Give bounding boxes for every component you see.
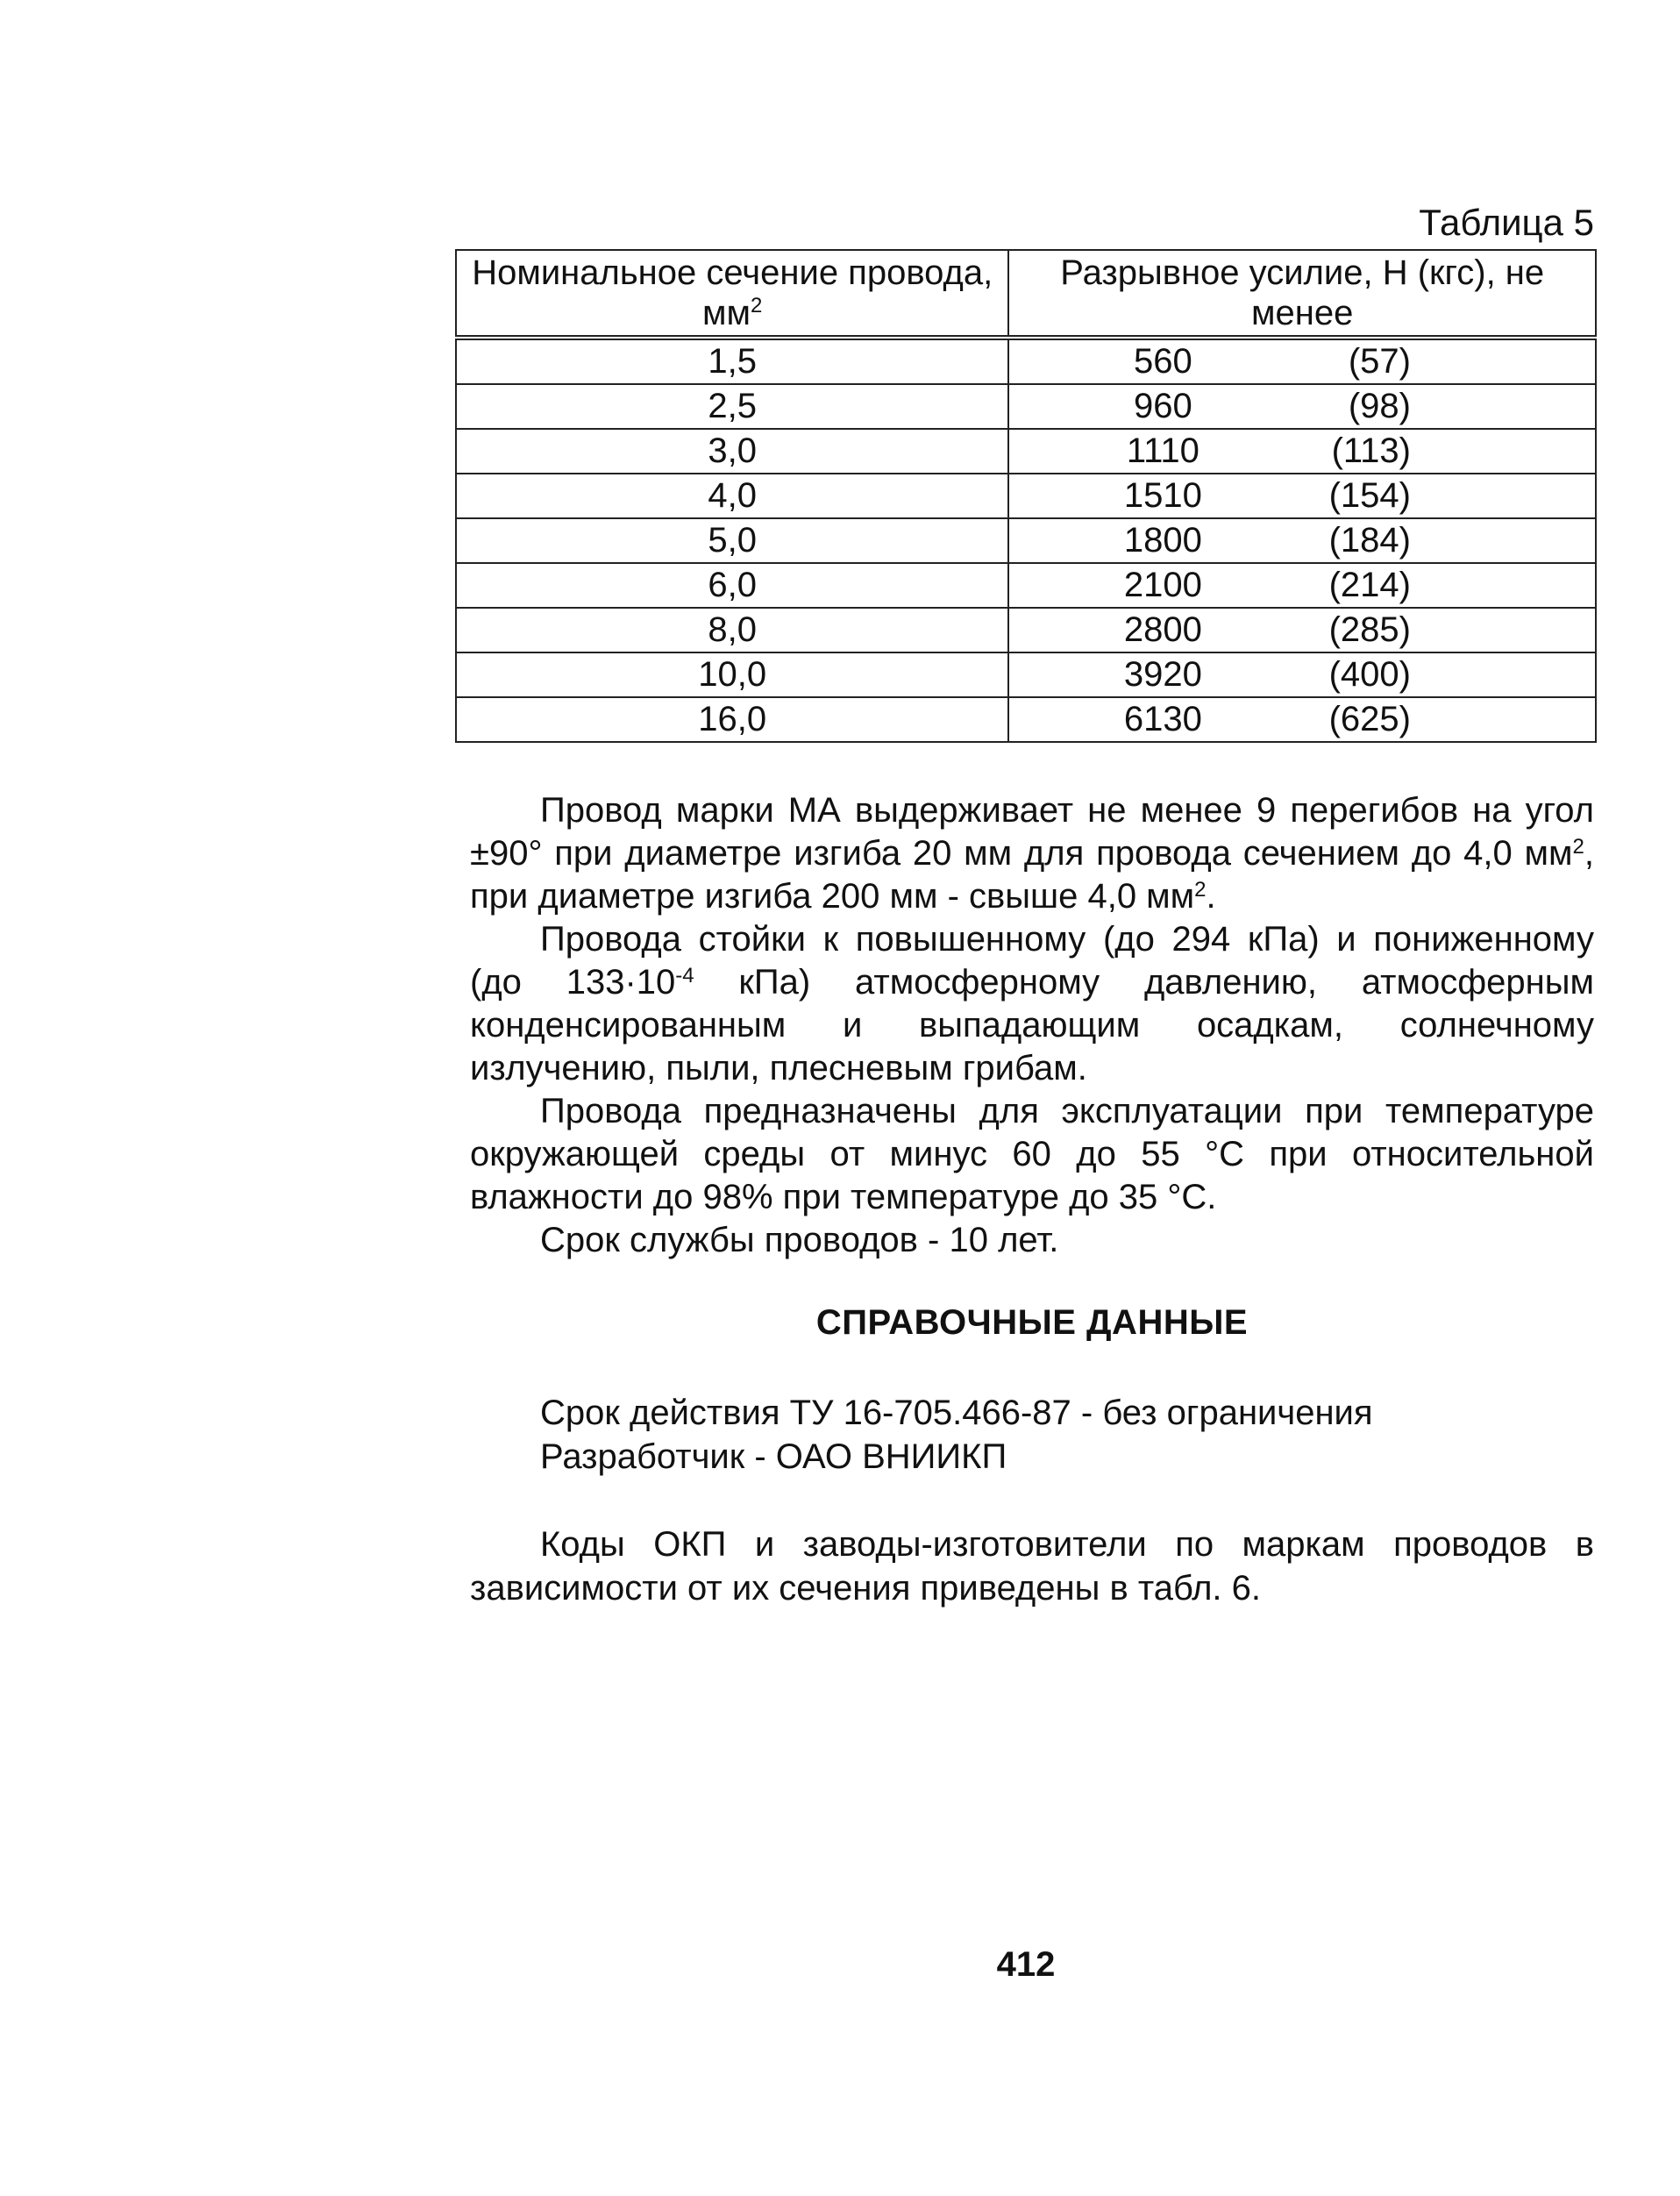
force-kgf: (113)	[1331, 431, 1411, 470]
description-text	[470, 789, 1594, 1262]
force-kgf: (98)	[1348, 387, 1411, 425]
cell-breaking-force	[1008, 518, 1596, 563]
force-newton: 960	[1134, 387, 1192, 425]
cell-breaking-force	[1008, 338, 1596, 384]
page-number: 412	[996, 1945, 1056, 1984]
paragraph-operating-conditions: Провода предназначены для эксплуатации при температуре окружающей среды от минус 60 до 55 °С при относительной влажности до 98% при температуре до 35 °С.	[470, 1092, 1594, 1216]
force-kgf: (285)	[1328, 610, 1411, 649]
cell-cross-section: 8,0	[456, 608, 1008, 652]
table-header-row	[456, 250, 1596, 338]
cell-breaking-force	[1008, 429, 1596, 474]
force-kgf: (57)	[1348, 342, 1411, 381]
force-newton: 1510	[1123, 476, 1202, 515]
cell-breaking-force	[1008, 697, 1596, 742]
force-newton: 1110	[1126, 431, 1199, 470]
cell-cross-section: 1,5	[456, 338, 1008, 384]
force-newton: 6130	[1123, 700, 1202, 738]
table-row	[456, 608, 1596, 652]
cell-cross-section: 3,0	[456, 429, 1008, 474]
force-newton: 2800	[1123, 610, 1202, 649]
force-kgf: (214)	[1328, 566, 1411, 604]
paragraph-bending: Провод марки МА выдерживает не менее 9 перегибов на угол ±90° при диаметре изгиба 20 мм для провода сечением до 4,0 $мм^2$, при диаметре изгиба 200 мм - свыше 4,0 $мм^2$.	[470, 791, 1594, 916]
cell-cross-section: 5,0	[456, 518, 1008, 563]
table-row	[456, 338, 1596, 384]
table-caption: Таблица 5	[1419, 202, 1594, 243]
cell-breaking-force	[1008, 474, 1596, 518]
force-newton: 3920	[1123, 655, 1202, 694]
cell-cross-section: 4,0	[456, 474, 1008, 518]
force-kgf: (625)	[1328, 700, 1411, 738]
paragraph-resistance: Провода стойки к повышенному (до 294 кПа) и пониженному (до $133\cdot 10^{-4}$ кПа) атмосферному давлению, атмосферным конденсированным и выпадающим осадкам, солнечному излучению, пыли, плесневым грибам.	[470, 920, 1594, 1087]
force-kgf: (400)	[1328, 655, 1411, 694]
force-newton: 560	[1134, 342, 1192, 381]
cell-cross-section: 2,5	[456, 384, 1008, 429]
force-kgf: (184)	[1328, 521, 1411, 560]
table-row	[456, 474, 1596, 518]
reference-data	[540, 1391, 1373, 1479]
cell-cross-section: 10,0	[456, 652, 1008, 697]
force-kgf: (154)	[1328, 476, 1411, 515]
cell-breaking-force	[1008, 384, 1596, 429]
cell-breaking-force	[1008, 652, 1596, 697]
table-row	[456, 429, 1596, 474]
developer-line: Разработчик - ОАО ВНИИКП	[540, 1437, 1007, 1476]
cell-breaking-force	[1008, 563, 1596, 608]
cell-breaking-force	[1008, 608, 1596, 652]
cell-cross-section: 16,0	[456, 697, 1008, 742]
table-row	[456, 652, 1596, 697]
codes-text	[470, 1522, 1594, 1610]
paragraph-service-life: Срок службы проводов - 10 лет.	[540, 1221, 1059, 1259]
force-newton: 1800	[1123, 521, 1202, 560]
cell-cross-section: 6,0	[456, 563, 1008, 608]
table-row	[456, 563, 1596, 608]
section-heading: СПРАВОЧНЫЕ ДАННЫЕ	[815, 1303, 1249, 1342]
table-row	[456, 518, 1596, 563]
header-breaking-force: Разрывное усилие, Н (кгс), не менее	[1008, 250, 1596, 338]
validity-line: Срок действия ТУ 16-705.466-87 - без ограничения	[540, 1394, 1373, 1432]
header-cross-section: Номинальное сечение провода, $мм^2$	[456, 250, 1008, 338]
table-row	[456, 697, 1596, 742]
table-row	[456, 384, 1596, 429]
breaking-force-table	[455, 249, 1597, 743]
force-newton: 2100	[1123, 566, 1202, 604]
paragraph-codes: Коды ОКП и заводы-изготовители по маркам проводов в зависимости от их сечения приведены в табл. 6.	[470, 1525, 1594, 1608]
